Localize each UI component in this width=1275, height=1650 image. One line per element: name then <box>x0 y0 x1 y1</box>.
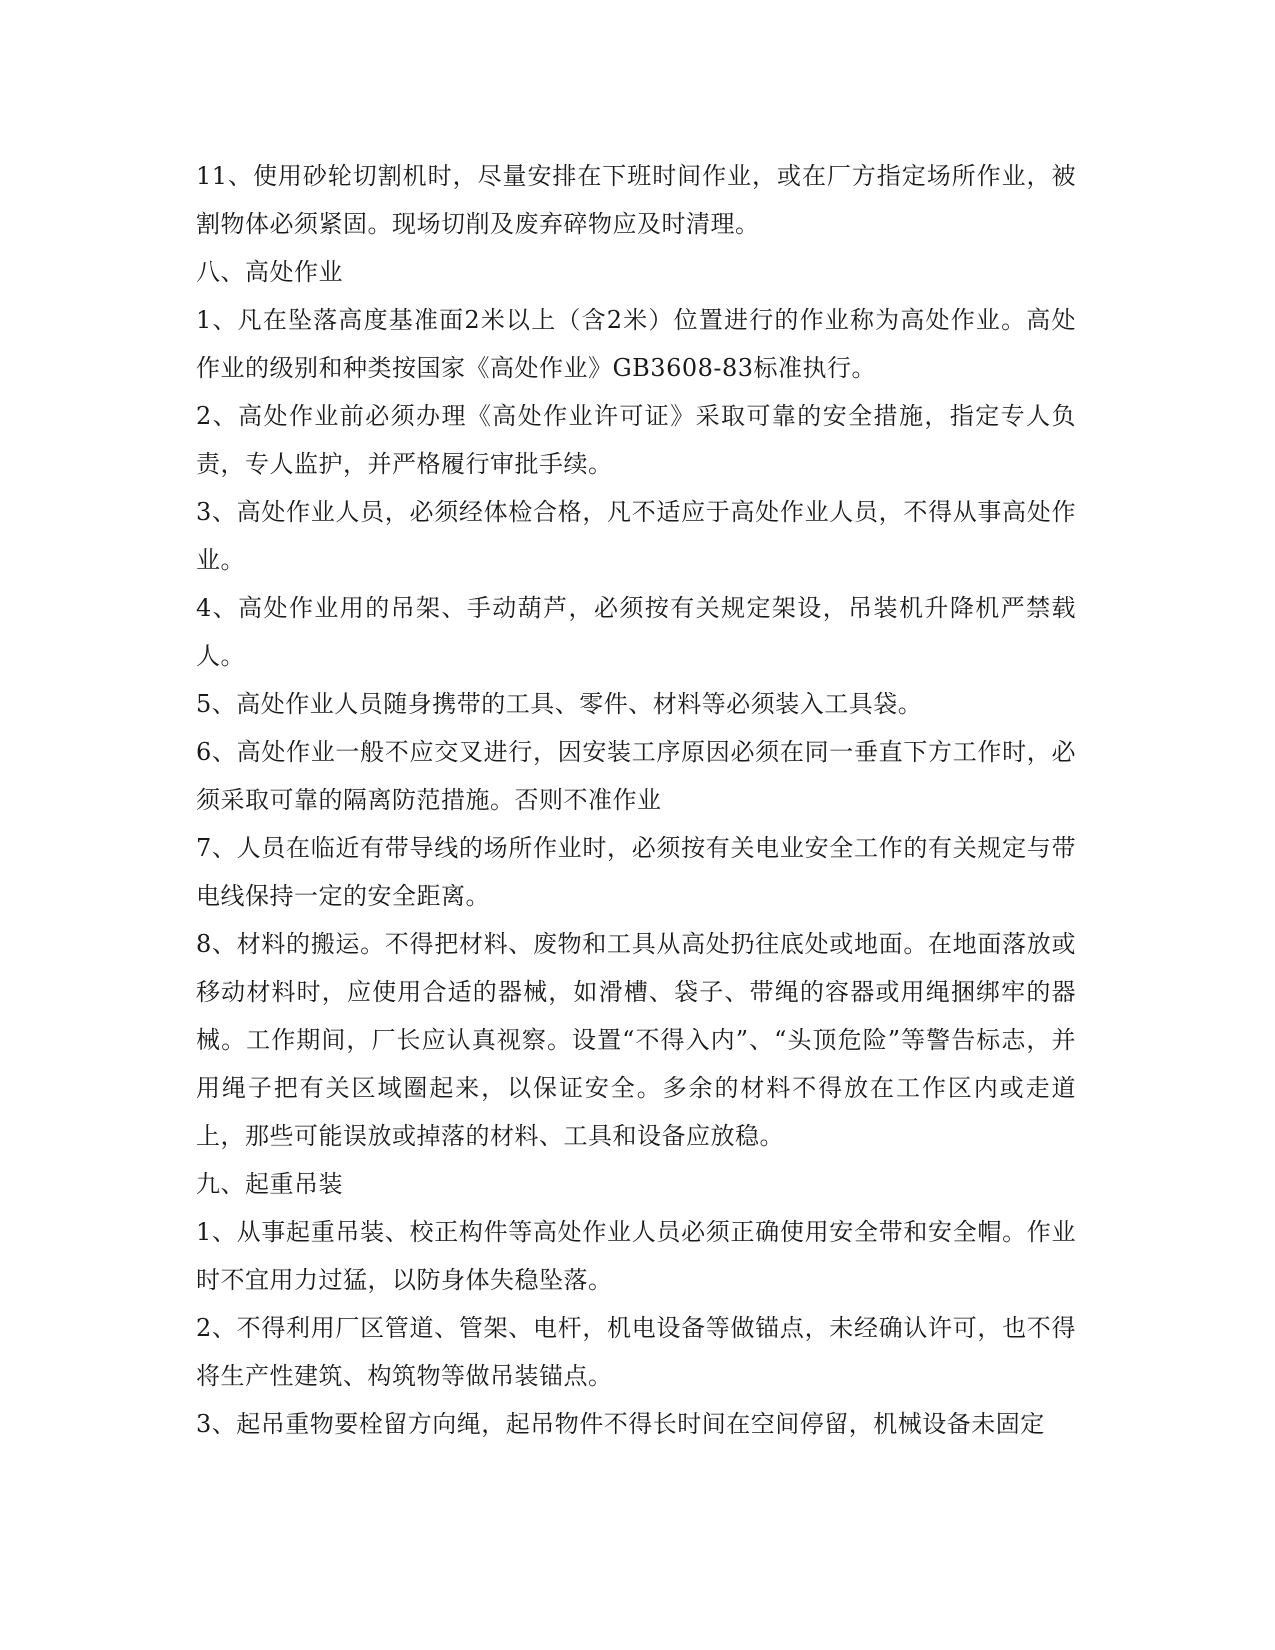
section-heading-lifting: 九、起重吊装 <box>196 1170 343 1198</box>
paragraph-item-6: 6、高处作业一般不应交叉进行，因安装工序原因必须在同一垂直下方工作时，必须采取可靠的隔离防范措施。否则不准作业 <box>196 738 1076 814</box>
paragraph-item-3: 3、高处作业人员，必须经体检合格，凡不适应于高处作业人员，不得从事高处作业。 <box>196 498 1076 574</box>
paragraph-lifting-item-3: 3、起吊重物要栓留方向绳，起吊物件不得长时间在空间停留，机械设备未固定 <box>196 1410 1045 1438</box>
document-body <box>196 152 1076 1448</box>
section-heading-high-altitude-work: 八、高处作业 <box>196 258 343 286</box>
paragraph-item-2: 2、高处作业前必须办理《高处作业许可证》采取可靠的安全措施，指定专人负责，专人监护，并严格履行审批手续。 <box>196 402 1076 478</box>
paragraph-item-8: 8、材料的搬运。不得把材料、废物和工具从高处扔往底处或地面。在地面落放或移动材料时，应使用合适的器械，如滑槽、袋子、带绳的容器或用绳捆绑牢的器械。工作期间，厂长应认真视察。设置“不得入内”、“头顶危险”等警告标志，并用绳子把有关区域圈起来，以保证安全。多余的材料不得放在工作区内或走道上，那些可能误放或掉落的材料、工具和设备应放稳。 <box>196 930 1076 1150</box>
paragraph-item-4: 4、高处作业用的吊架、手动葫芦，必须按有关规定架设，吊装机升降机严禁载人。 <box>196 594 1076 670</box>
paragraph-lifting-item-2: 2、不得利用厂区管道、管架、电杆，机电设备等做锚点，未经确认许可，也不得将生产性建筑、构筑物等做吊装锚点。 <box>196 1314 1076 1390</box>
paragraph-item-5: 5、高处作业人员随身携带的工具、零件、材料等必须装入工具袋。 <box>196 690 923 718</box>
paragraph-item-11: 11、使用砂轮切割机时，尽量安排在下班时间作业，或在厂方指定场所作业，被割物体必须紧固。现场切削及废弃碎物应及时清理。 <box>196 162 1076 238</box>
paragraph-item-1: 1、凡在坠落高度基准面2米以上（含2米）位置进行的作业称为高处作业。高处作业的级别和种类按国家《高处作业》GB3608-83标准执行。 <box>196 306 1076 382</box>
paragraph-item-7: 7、人员在临近有带导线的场所作业时，必须按有关电业安全工作的有关规定与带电线保持一定的安全距离。 <box>196 834 1076 910</box>
paragraph-lifting-item-1: 1、从事起重吊装、校正构件等高处作业人员必须正确使用安全带和安全帽。作业时不宜用力过猛，以防身体失稳坠落。 <box>196 1218 1076 1294</box>
